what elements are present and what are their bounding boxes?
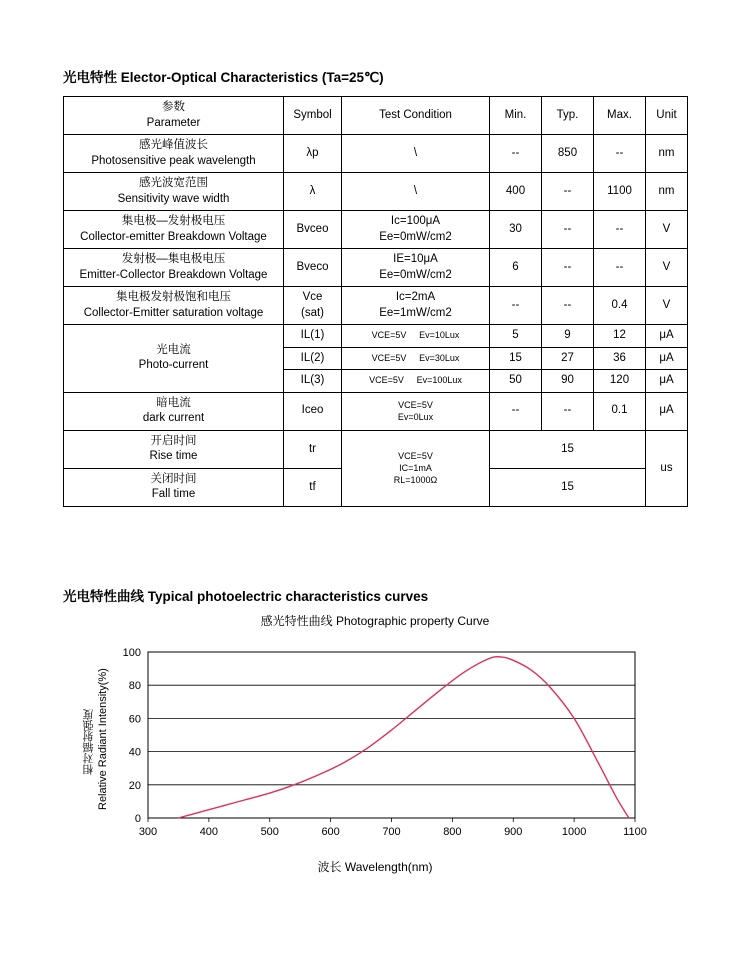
row-symbol: IL(2)	[284, 347, 342, 370]
row-symbol: tr	[284, 430, 342, 468]
table-row	[64, 325, 688, 348]
param-cn: 暗电流	[156, 396, 191, 409]
row-parameter	[64, 173, 284, 211]
param-cn: 光电流	[156, 343, 191, 356]
svg-text:300: 300	[138, 826, 158, 838]
param-en: Sensitivity wave width	[117, 192, 230, 205]
row-value-fall: 15	[490, 468, 646, 506]
svg-text:80: 80	[128, 680, 141, 693]
chart-ylabel-cn: 相对辐射强度	[83, 709, 95, 775]
chart-xlabel: 波长 Wavelength(nm)	[317, 860, 433, 874]
condition-vce: VCE=5V	[371, 330, 407, 341]
header-typ: Typ.	[542, 97, 594, 135]
condition-line-2: Ee=0mW/cm2	[379, 268, 452, 281]
row-parameter	[64, 430, 284, 468]
symbol-line-2: (sat)	[301, 306, 324, 319]
condition-line-1: IE=10μA	[393, 253, 438, 266]
row-unit: μA	[646, 392, 688, 430]
row-unit-switching: us	[646, 430, 688, 506]
header-max: Max.	[594, 97, 646, 135]
svg-text:1000: 1000	[561, 826, 587, 838]
row-min: 15	[490, 347, 542, 370]
svg-text:40: 40	[128, 746, 141, 759]
row-value-rise: 15	[490, 430, 646, 468]
condition-line-2: IC=1mA	[399, 463, 432, 474]
row-condition	[342, 392, 490, 430]
table-row	[64, 249, 688, 287]
curve-section-title: 光电特性曲线 Typical photoelectric characteristics curves	[63, 589, 429, 604]
row-parameter	[64, 211, 284, 249]
svg-text:20: 20	[128, 779, 141, 792]
row-condition	[342, 287, 490, 325]
condition-vce: VCE=5V	[371, 352, 407, 363]
row-typ: 27	[542, 347, 594, 370]
row-unit: μA	[646, 325, 688, 348]
row-condition: \	[342, 135, 490, 173]
table-row	[64, 392, 688, 430]
row-symbol: IL(1)	[284, 325, 342, 348]
row-typ: --	[542, 249, 594, 287]
row-condition	[342, 211, 490, 249]
row-parameter	[64, 135, 284, 173]
condition-line-2: Ee=1mW/cm2	[379, 306, 452, 319]
table-row	[64, 430, 688, 468]
photographic-property-chart	[63, 612, 687, 892]
row-typ: 9	[542, 325, 594, 348]
row-max: 0.1	[594, 392, 646, 430]
row-unit: μA	[646, 370, 688, 393]
param-cn: 感光峰值波长	[139, 139, 208, 152]
eo-section-title: 光电特性 Elector-Optical Characteristics (Ta=25℃)	[63, 70, 384, 85]
row-max: 36	[594, 347, 646, 370]
header-symbol: Symbol	[284, 97, 342, 135]
condition-ev: Ev=100Lux	[416, 375, 462, 386]
header-unit: Unit	[646, 97, 688, 135]
row-typ: --	[542, 173, 594, 211]
svg-text:600: 600	[321, 826, 340, 838]
row-typ: 90	[542, 370, 594, 393]
table-row	[64, 211, 688, 249]
chart-canvas	[63, 638, 687, 853]
condition-line-2: Ev=0Lux	[397, 412, 434, 423]
row-min: 400	[490, 173, 542, 211]
row-unit: μA	[646, 347, 688, 370]
header-test-condition: Test Condition	[342, 97, 490, 135]
header-parameter-en: Parameter	[146, 116, 201, 129]
chart-ylabel-en: Relative Radiant Intensity(%)	[97, 668, 109, 810]
param-en: Collector-emitter Breakdown Voltage	[80, 230, 267, 243]
row-symbol: Iceo	[284, 392, 342, 430]
svg-text:900: 900	[504, 826, 523, 838]
row-typ: --	[542, 287, 594, 325]
row-condition	[342, 249, 490, 287]
svg-text:700: 700	[382, 826, 401, 838]
row-symbol: λ	[284, 173, 342, 211]
svg-text:0: 0	[134, 813, 141, 825]
svg-text:1100: 1100	[623, 826, 647, 838]
row-unit: nm	[646, 173, 688, 211]
condition-line-3: RL=1000Ω	[393, 475, 438, 486]
svg-text:400: 400	[199, 826, 219, 838]
row-max: 120	[594, 370, 646, 393]
row-parameter-photocurrent	[64, 325, 284, 393]
row-condition	[342, 347, 490, 370]
svg-text:60: 60	[128, 713, 141, 726]
svg-text:100: 100	[122, 647, 141, 659]
row-typ: 850	[542, 135, 594, 173]
condition-line-1: Ic=100μA	[390, 215, 441, 228]
condition-ev: Ev=30Lux	[419, 352, 460, 363]
header-parameter	[64, 97, 284, 135]
svg-text:500: 500	[260, 826, 279, 838]
row-condition: \	[342, 173, 490, 211]
row-condition	[342, 325, 490, 348]
row-symbol: tf	[284, 468, 342, 506]
row-parameter	[64, 392, 284, 430]
row-condition	[342, 370, 490, 393]
row-unit: nm	[646, 135, 688, 173]
header-min: Min.	[490, 97, 542, 135]
condition-line-1: VCE=5V	[398, 451, 433, 462]
row-unit: V	[646, 211, 688, 249]
row-unit: V	[646, 249, 688, 287]
param-en: Rise time	[149, 450, 198, 463]
row-typ: --	[542, 392, 594, 430]
row-max: 1100	[594, 173, 646, 211]
header-parameter-cn: 参数	[162, 101, 185, 113]
row-parameter	[64, 287, 284, 325]
row-parameter	[64, 249, 284, 287]
param-cn: 发射极—集电极电压	[121, 253, 226, 266]
param-en: Collector-Emitter saturation voltage	[83, 306, 264, 319]
row-min: 30	[490, 211, 542, 249]
row-typ: --	[542, 211, 594, 249]
row-parameter	[64, 468, 284, 506]
row-min: 50	[490, 370, 542, 393]
table-header-row	[64, 97, 688, 135]
condition-ev: Ev=10Lux	[419, 330, 460, 341]
electro-optical-characteristics-table	[63, 96, 688, 507]
row-symbol: IL(3)	[284, 370, 342, 393]
table-row	[64, 287, 688, 325]
row-symbol: Bveco	[284, 249, 342, 287]
row-max: --	[594, 211, 646, 249]
param-en: Photosensitive peak wavelength	[91, 154, 256, 167]
row-min: --	[490, 135, 542, 173]
param-cn: 集电极发射极饱和电压	[116, 291, 231, 304]
row-max: 12	[594, 325, 646, 348]
row-min: 6	[490, 249, 542, 287]
svg-text:800: 800	[443, 826, 462, 838]
row-condition-switching	[342, 430, 490, 506]
param-en: Fall time	[151, 488, 196, 501]
table-row	[64, 135, 688, 173]
condition-vce: VCE=5V	[369, 375, 404, 386]
param-cn: 集电极—发射极电压	[121, 215, 226, 228]
row-unit: V	[646, 287, 688, 325]
row-symbol	[284, 287, 342, 325]
row-max: --	[594, 249, 646, 287]
row-max: 0.4	[594, 287, 646, 325]
param-en: Photo-current	[138, 359, 209, 372]
symbol-line-1: Vce	[302, 291, 323, 304]
row-min: --	[490, 287, 542, 325]
row-symbol: Bvceo	[284, 211, 342, 249]
row-symbol: λp	[284, 135, 342, 173]
param-cn: 感光波宽范围	[139, 177, 208, 190]
row-min: --	[490, 392, 542, 430]
condition-line-1: VCE=5V	[398, 400, 433, 411]
row-min: 5	[490, 325, 542, 348]
condition-line-1: Ic=2mA	[395, 291, 436, 304]
row-max: --	[594, 135, 646, 173]
param-en: Emitter-Collector Breakdown Voltage	[79, 268, 268, 281]
condition-line-2: Ee=0mW/cm2	[379, 230, 452, 243]
param-cn: 关闭时间	[150, 472, 197, 485]
param-cn: 开启时间	[150, 434, 197, 447]
table-row	[64, 173, 688, 211]
chart-title: 感光特性曲线 Photographic property Curve	[260, 614, 490, 628]
param-en: dark current	[142, 412, 205, 425]
